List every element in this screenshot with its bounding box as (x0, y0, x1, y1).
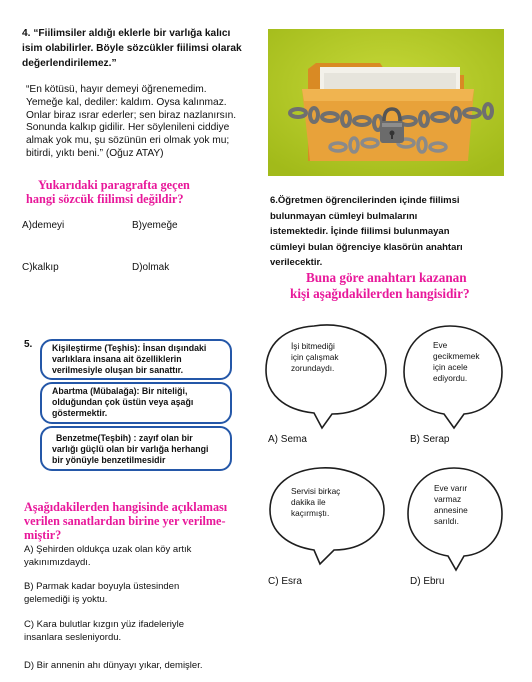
bubble-a-line: için çalışmak (291, 352, 339, 362)
q5-number: 5. (24, 339, 33, 350)
q6-question-line: Buna göre anahtarı kazanan (306, 270, 467, 285)
q4-option-a[interactable]: A)demeyi (22, 220, 65, 231)
bubble-b-line: ediyordu. (433, 373, 468, 383)
q5-option-c[interactable] (24, 619, 274, 644)
q6-option-c[interactable]: C) Esra (268, 576, 302, 587)
q5-question-line: verilen sanatlardan birine yer verilme- (24, 514, 226, 528)
callout-line: Kişileştirme (Teşhis): İnsan dışındaki (52, 343, 207, 353)
bubble-c-line: Servisi birkaç (291, 486, 341, 496)
q4-quote-line: almak yok mu, şu sözünün eri olmak yok mu; (26, 135, 230, 147)
locked-folder-photo (268, 29, 504, 176)
callout-line: Abartma (Mübalağa): Bir niteliği, (52, 386, 188, 396)
q5-question-line: miştir? (24, 528, 62, 542)
bubble-b-line: gecikmemek (433, 351, 480, 361)
q4-quote-line: Onlar biraz ısrar ederler; sen biraz nazlanırsın. (26, 109, 237, 121)
q5-option-a[interactable] (24, 544, 274, 569)
callout-simile (40, 426, 232, 471)
bubble-d-line: sarıldı. (434, 516, 459, 526)
q6-question (290, 270, 516, 302)
q4-option-c[interactable]: C)kalkıp (22, 262, 59, 273)
q6-option-d[interactable]: D) Ebru (410, 576, 445, 587)
callout-line: Benzetme(Teşbih) : zayıf olan bir (56, 433, 193, 443)
bubble-c-line: kaçırmıştı. (291, 508, 330, 518)
locked-folder-illustration (268, 29, 504, 176)
callout-exaggeration (40, 382, 232, 424)
callout-line: göstermektir. (52, 408, 108, 418)
q4-quote-line: “En kötüsü, hayır demeyi öğrenemedim. (26, 84, 207, 95)
q5-option-a-line: A) Şehirden oldukça uzak olan köy artık (24, 544, 192, 555)
bubble-d-text (434, 483, 468, 527)
q4-question-line: Yukarıdaki paragrafta geçen (38, 178, 190, 192)
q5-question-line: Aşağıdakilerden hangisinde açıklaması (24, 500, 228, 514)
q6-statement-line: cümleyi bulan öğrenciye klasörün anahtarı (270, 241, 463, 253)
q4-quote-line: Sonunda kalkıp gidilir. Her söylenileni ciddiye (26, 122, 230, 134)
bubble-b-line: için acele (433, 362, 468, 372)
callout-line: varlığı güçlü olan bir varlığa herhangi (52, 444, 209, 454)
callout-line: olduğundan çok üstün veya aşağı (52, 397, 194, 407)
bubble-d-line: Eve varır (434, 483, 468, 493)
q5-option-d[interactable]: D) Bir annenin ahı dünyayı yıkar, demişler. (24, 660, 203, 671)
q5-option-b-line: gelemediği iş yoktu. (24, 593, 108, 605)
q6-option-b[interactable]: B) Serap (410, 434, 450, 445)
q6-statement (270, 193, 500, 271)
bubble-c-text (291, 486, 340, 519)
q4-question (26, 178, 272, 206)
q4-question-line: hangi sözcük fiilimsi değildir? (26, 192, 184, 206)
bubble-b-line: Eve (433, 340, 448, 350)
q6-statement-line: bulunmayan cümleyi bulmalarını (270, 210, 418, 222)
q4-option-d[interactable]: D)olmak (132, 262, 170, 273)
q6-question-line: kişi aşağıdakilerden hangisidir? (290, 286, 470, 301)
callout-line: varlıklara insana ait özelliklerin (52, 354, 182, 364)
q5-option-c-line: C) Kara bulutlar kızgın yüz ifadeleriyle (24, 619, 184, 630)
q4-statement-line: değerlendirilemez.” (22, 58, 117, 69)
bubble-d-line: annesine (434, 505, 468, 515)
bubble-d-line: varmaz (434, 494, 462, 504)
bubble-a-text (291, 341, 339, 374)
bubble-b-text (433, 340, 480, 384)
q6-option-a[interactable]: A) Sema (268, 434, 307, 445)
q4-option-b[interactable]: B)yemeğe (132, 220, 178, 231)
q4-statement-line: isim olabilirler. Böyle sözcükler fiilimsi olarak (22, 43, 242, 54)
q6-statement-line: 6.Öğretmen öğrencilerinden içinde fiilimsi (270, 195, 460, 206)
q5-option-a-line: yakınımızdaydı. (24, 556, 91, 568)
q4-quote-line: bitirdi, yıktı beni.” (Oğuz ATAY) (26, 147, 164, 159)
callout-line: verilmesiyle oluşan bir sanattır. (52, 365, 184, 375)
q5-option-b[interactable] (24, 581, 274, 606)
callout-line: bir yönüyle benzetilmesidir (52, 455, 166, 465)
q5-option-c-line: insanlara sesleniyordu. (24, 631, 122, 643)
q6-statement-line: istemektedir. İçinde fiilimsi bulunmayan (270, 226, 450, 237)
q5-option-b-line: B) Parmak kadar boyuyla üstesinden (24, 581, 180, 592)
bubble-c-line: dakika ile (291, 497, 326, 507)
bubble-a-line: zorundaydı. (291, 363, 335, 373)
callout-personification (40, 339, 232, 380)
q6-statement-line: verilecektir. (270, 257, 323, 268)
q4-quote-line: Yemeğe kal, dediler: kaldım. Oysa kalınmaz. (26, 96, 227, 108)
bubble-a-line: İşi bitmediği (291, 341, 335, 351)
q5-question (24, 500, 264, 542)
q4-statement-line: 4. “Fiilimsiler aldığı eklerle bir varlığa kalıcı (22, 28, 231, 39)
